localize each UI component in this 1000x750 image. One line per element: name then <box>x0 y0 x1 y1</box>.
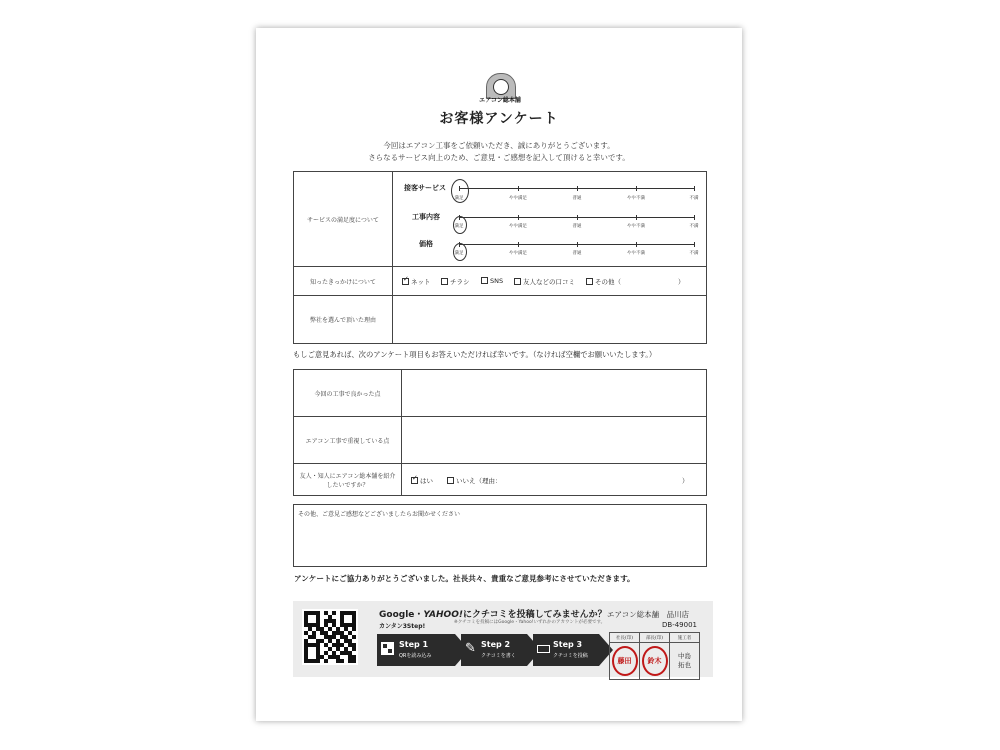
referral-label: 知ったきっかけについて <box>294 267 393 296</box>
intro-line-2: さらなるサービス向上のため、ご意見・ご感想を記入して頂けると幸いです。 <box>368 153 630 162</box>
step-2 <box>461 634 527 666</box>
tick-label: やや不満 <box>627 196 645 201</box>
work-label: 工事内容 <box>412 213 440 221</box>
checkbox[interactable] <box>586 278 593 285</box>
tick-label: やや不満 <box>627 224 645 229</box>
review-headline-text: にクチコミを投稿してみませんか？ <box>462 610 607 620</box>
service-label: 接客サービス <box>404 184 446 192</box>
store-code: DB-49001 <box>662 621 697 629</box>
satisfaction-cell <box>393 172 707 267</box>
option-no[interactable]: いいえ（理由： <box>447 476 502 485</box>
tick-label: 不満 <box>689 196 699 201</box>
manager-seal-cell <box>640 643 670 680</box>
installer-name-1: 中島 <box>678 652 691 660</box>
step-1-desc: QRを読み込み <box>399 653 432 659</box>
tick-label: 満足 <box>454 196 464 201</box>
survey-table-optional <box>293 369 707 496</box>
step-1-title: Step 1 <box>399 640 429 649</box>
tick-label: やや満足 <box>509 224 527 229</box>
good-points-input[interactable] <box>402 370 707 417</box>
closing-message: アンケートにご協力ありがとうございました。社長共々、貴重なご意見参考にさせていただきます。 <box>294 574 635 583</box>
checkbox[interactable]: ✓ <box>412 474 418 482</box>
tick-label: 不満 <box>689 224 699 229</box>
priority-label: エアコン工事で重視している点 <box>294 417 402 464</box>
qr-code-icon[interactable] <box>302 609 358 665</box>
option-other-close: ） <box>678 278 685 286</box>
survey-table-main <box>293 171 707 344</box>
review-subnote: ※クチコミを投稿にはGoogle・Yahoo!いずれかのアカウントが必要です。 <box>454 620 606 625</box>
page-title: お客様アンケート <box>439 111 559 127</box>
checkbox[interactable] <box>447 477 454 484</box>
post-icon <box>537 645 550 653</box>
other-comments-box[interactable] <box>293 504 707 567</box>
satisfaction-label: サービスの満足度について <box>294 172 393 267</box>
option-yes[interactable]: ✓ はい <box>412 474 433 485</box>
tick-label: 普通 <box>572 251 582 256</box>
optional-note: もしご意見あれば、次のアンケート項目もお答えいただければ幸いです。（なければ空欄でお願いいたします。） <box>293 350 657 359</box>
separator-dot: ・ <box>414 610 424 620</box>
good-points-label: 今回の工事で良かった点 <box>294 370 402 417</box>
step-1 <box>377 634 455 666</box>
stamp-header-president: 社長(印) <box>610 633 640 643</box>
reason-input[interactable] <box>393 296 707 344</box>
tick-label: 不満 <box>689 251 699 256</box>
other-comments-label: その他、ご意見ご感想などございましたらお聞かせください <box>298 511 461 518</box>
option-other[interactable]: その他（ <box>586 277 621 286</box>
step-2-title: Step 2 <box>481 640 511 649</box>
tick-label: やや不満 <box>627 251 645 256</box>
company-name: エアコン総本舗 品川店 <box>607 610 690 619</box>
tick-label: 普通 <box>572 196 582 201</box>
option-sns[interactable]: SNS <box>481 277 503 285</box>
approval-stamps <box>609 632 700 680</box>
option-no-close: ） <box>682 477 689 485</box>
tick-label: 満足 <box>454 251 464 256</box>
step-2-desc: クチコミを書く <box>481 653 516 659</box>
price-label: 価格 <box>419 240 433 248</box>
checkbox[interactable]: ✓ <box>403 275 409 283</box>
installer-cell <box>670 643 700 680</box>
checkbox[interactable] <box>481 277 488 284</box>
qr-small-icon <box>381 642 394 655</box>
president-seal: 藤田 <box>612 646 638 676</box>
step-3-title: Step 3 <box>553 640 583 649</box>
option-net[interactable]: ✓ ネット <box>403 275 431 286</box>
priority-input[interactable] <box>402 417 707 464</box>
google-logo: Google <box>379 610 415 620</box>
yahoo-logo: YAHOO! <box>423 610 463 620</box>
stamp-header-installer: 施工者 <box>670 633 700 643</box>
checkbox[interactable] <box>514 278 521 285</box>
easy-steps-label: カンタン3Step! <box>379 623 426 630</box>
reason-label: 弊社を選んで頂いた理由 <box>294 296 393 344</box>
tick-label: やや満足 <box>509 196 527 201</box>
qr-pattern <box>304 611 356 663</box>
mascot-logo-icon <box>478 73 522 105</box>
president-seal-cell <box>610 643 640 680</box>
intro-line-1: 今回はエアコン工事をご依頼いただき、誠にありがとうございます。 <box>383 141 615 150</box>
referral-cell <box>393 267 707 296</box>
tick-label: 普通 <box>572 224 582 229</box>
step-3 <box>533 634 599 666</box>
recommend-label: 友人・知人にエアコン総本舗を紹介したいですか？ <box>294 464 402 496</box>
manager-seal: 鈴木 <box>642 646 668 676</box>
logo-text: エアコン総本舗 <box>479 97 521 104</box>
option-flyer[interactable]: チラシ <box>441 277 470 286</box>
step-3-desc: クチコミを投稿 <box>553 653 588 659</box>
recommend-cell <box>402 464 707 496</box>
tick-label: 満足 <box>454 224 464 229</box>
pencil-icon: ✎ <box>465 641 476 656</box>
tick-label: やや満足 <box>509 251 527 256</box>
installer-name-2: 拓也 <box>678 661 691 669</box>
survey-sheet <box>256 28 742 721</box>
option-word-of-mouth[interactable]: 友人などの口コミ <box>514 277 575 286</box>
checkbox[interactable] <box>441 278 448 285</box>
mascot-face-icon <box>493 79 509 95</box>
stamp-header-manager: 部長(印) <box>640 633 670 643</box>
